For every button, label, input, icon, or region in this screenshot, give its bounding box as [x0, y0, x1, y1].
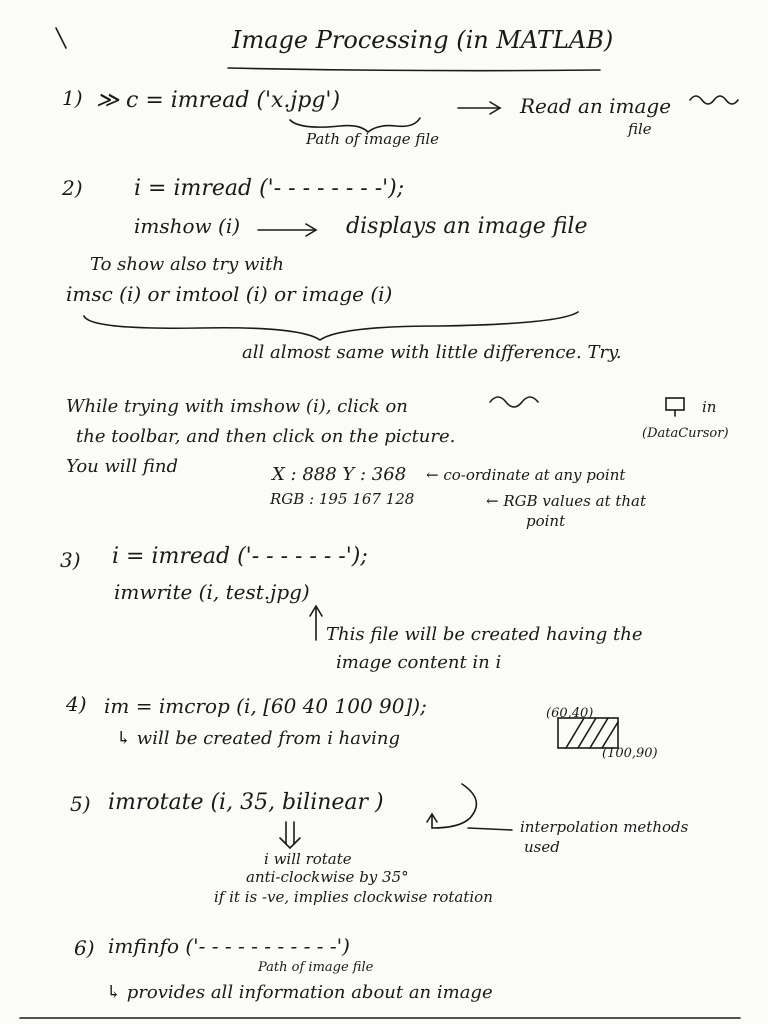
section-4-corner-top-left: (60,40): [546, 706, 594, 721]
hatch-line: [578, 718, 596, 748]
section-2-xy-desc: ← co-ordinate at any point: [426, 466, 626, 484]
hatch-line: [566, 718, 584, 748]
section-2-code-imread: i = imread ('- - - - - - - -');: [134, 176, 405, 201]
section-5-code: imrotate (i, 35, bilinear ): [108, 790, 384, 815]
section-4-desc: ↳ will be created from i having: [116, 728, 401, 749]
section-1-desc-file: file: [628, 120, 652, 138]
section-2-brace: [84, 312, 578, 340]
section-1-note: Path of image file: [306, 130, 440, 148]
section-6-desc: ↳ provides all information about an image: [106, 982, 493, 1003]
title-underline: [228, 68, 600, 71]
section-4-number: 4): [66, 692, 87, 716]
section-2-desc: displays an image file: [346, 214, 588, 239]
hatch-line: [602, 722, 618, 748]
section-3-arrowhead-icon: [310, 606, 322, 616]
section-5-arrowhead-icon: [427, 814, 437, 822]
hatch-line: [590, 718, 608, 748]
section-2-datacursor: (DataCursor): [642, 426, 729, 441]
section-2-xy-readout: X : 888 Y : 368: [272, 464, 407, 485]
section-1-desc: Read an image: [520, 94, 672, 118]
section-5-down-arrowhead-icon: [280, 838, 300, 848]
section-2-rgb-readout: RGB : 195 167 128: [270, 490, 415, 508]
section-2-rgb-desc-point: point: [526, 512, 566, 530]
section-5-note-line3: if it is -ve, implies clockwise rotation: [214, 888, 493, 906]
section-5-interp-used: used: [524, 838, 560, 856]
section-6-number: 6): [74, 936, 95, 960]
page-title: Image Processing (in MATLAB): [232, 26, 614, 54]
section-2-alternatives: imsc (i) or imtool (i) or image (i): [66, 282, 393, 306]
section-5-interp: interpolation methods: [520, 818, 689, 836]
section-2-tip-in: in: [702, 398, 717, 416]
section-2-arrowhead-icon: [306, 224, 316, 236]
section-2-note: all almost same with little difference. Try.: [242, 342, 622, 363]
stray-mark: [56, 28, 66, 48]
section-5-bracket: [432, 784, 476, 828]
section-4-code: im = imcrop (i, [60 40 100 90]);: [104, 694, 427, 718]
datacursor-icon: [666, 398, 684, 410]
section-5-number: 5): [70, 792, 91, 816]
section-6-code: imfinfo ('- - - - - - - - - - -'): [108, 934, 350, 958]
section-1-number: 1): [62, 86, 83, 110]
section-2-number: 2): [62, 176, 83, 200]
section-1-arrowhead-icon: [490, 102, 500, 114]
scribble-out-2: [490, 397, 538, 407]
section-6-note: Path of image file: [258, 960, 374, 975]
section-5-note-line2: anti-clockwise by 35°: [246, 868, 409, 886]
section-5-note-line1: i will rotate: [264, 850, 352, 868]
section-2-tip-line3: You will find: [66, 456, 178, 477]
crop-rectangle-icon: [558, 718, 618, 748]
scribble-out: [690, 96, 738, 104]
section-2-also: To show also try with: [90, 254, 284, 275]
section-2-code-imshow: imshow (i): [134, 214, 241, 238]
section-5-pointer-line: [468, 828, 512, 830]
section-2-tip-line2: the toolbar, and then click on the picture.: [76, 426, 456, 447]
section-3-code-imread: i = imread ('- - - - - - -');: [112, 544, 368, 569]
section-3-note-line2: image content in i: [336, 652, 502, 673]
section-3-note-line1: This file will be created having the: [326, 624, 643, 645]
section-3-code-imwrite: imwrite (i, test.jpg): [114, 580, 310, 604]
section-2-rgb-desc: ← RGB values at that: [486, 492, 647, 510]
section-2-tip-line1: While trying with imshow (i), click on: [66, 396, 408, 417]
section-3-number: 3): [60, 548, 81, 572]
section-4-corner-bottom-right: (100,90): [602, 746, 658, 761]
section-1-code: ≫ c = imread ('x.jpg'): [96, 88, 341, 113]
